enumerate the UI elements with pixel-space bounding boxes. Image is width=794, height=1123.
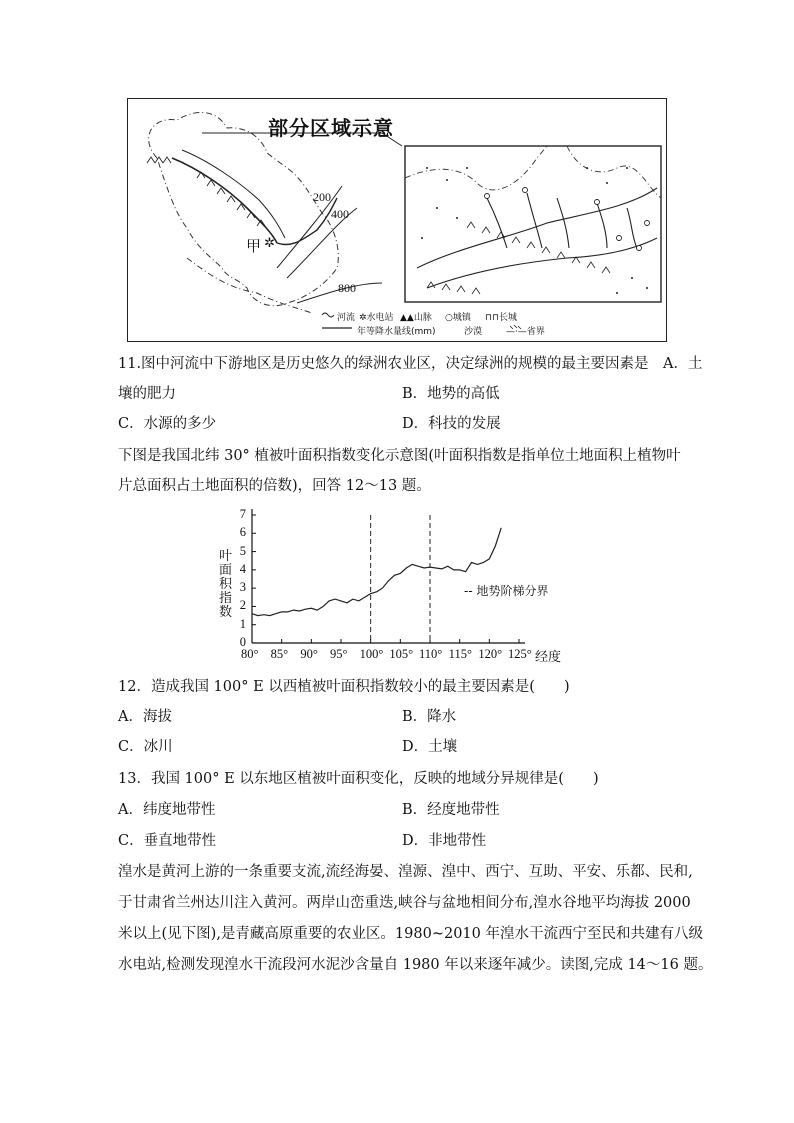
chart-y-tick-label: 4 xyxy=(239,561,246,576)
chart-x-tick-label: 100° xyxy=(359,647,384,661)
legend-province-label: 省界 xyxy=(526,327,545,337)
legend-hydro-station: ✲水电站 xyxy=(359,313,394,323)
passage-line4: 水电站,检测发现湟水干流段河水泥沙含量自 1980 年以来逐年减少。读图,完成 14～16 题。 xyxy=(118,957,713,973)
q13-option-b: B．经度地带性 xyxy=(402,802,500,818)
chart-y-tick-label: 2 xyxy=(239,598,246,613)
chart-ylabel: 叶面积指数 xyxy=(219,549,233,620)
legend-desert: 沙漠 xyxy=(464,327,483,337)
passage-line2: 于甘肃省兰州达川注入黄河。两岸山峦重迭,峡谷与盆地相间分布,湟水谷地平均海拔 2000 xyxy=(118,895,691,911)
legend-river: 河流 xyxy=(337,313,356,323)
legend-province-line: —·—省界 xyxy=(506,327,545,337)
intro-12-line1: 下图是我国北纬 30° 植被叶面积指数变化示意图(叶面积指数是指单位土地面积上植物叶 xyxy=(118,448,681,464)
chart-y-tick-label: 1 xyxy=(239,616,246,631)
q11-option-a-cont: 壤的肥力 xyxy=(118,386,176,402)
q12-option-c: C．冰川 xyxy=(118,739,173,755)
leaf-area-index-line xyxy=(252,528,501,616)
q11-stem-line1: 11.图中河流中下游地区是历史悠久的绿洲农业区，决定绿洲的规模的最主要因素是 A．土 xyxy=(118,356,703,372)
q13-option-a: A．纬度地带性 xyxy=(118,802,216,818)
legend-town-label: 城镇 xyxy=(452,313,471,323)
passage-line3: 米以上(见下图),是青藏高原重要的农业区。1980~2010 年湟水干流西宁至民和共建有八级 xyxy=(118,926,703,942)
map-title: 部分区域示意 xyxy=(268,116,394,140)
chart-x-tick-label: 110° xyxy=(419,647,443,661)
chart-x-tick-label: 90° xyxy=(300,647,318,661)
chart-x-tick-label: 85° xyxy=(270,647,289,661)
chart-y-tick-label: 3 xyxy=(239,580,246,595)
chart-y-tick-label: 0 xyxy=(239,635,246,649)
chart-x-tick-label: 95° xyxy=(330,647,348,661)
legend-wall-label: 长城 xyxy=(499,313,518,323)
chart-x-tick-label: 120° xyxy=(478,647,503,661)
chart-x-tick-label: 115° xyxy=(448,647,472,661)
chart-x-tick-label: 105° xyxy=(389,647,414,661)
chart-y-tick-label: 6 xyxy=(239,525,246,540)
q12-option-d: D．土壤 xyxy=(402,739,458,755)
chart-legend-text: 地势阶梯分界 xyxy=(476,584,549,598)
q13-option-c: C．垂直地带性 xyxy=(118,833,217,849)
contour-label-800: 800 xyxy=(338,281,356,295)
chart-xlabel: 经度 xyxy=(535,650,562,665)
intro-12-line2: 片总面积占土地面积的倍数)，回答 12～13 题。 xyxy=(118,478,431,494)
legend-isohyet: 年等降水量线(mm) xyxy=(357,327,436,337)
q13-stem: 13．我国 100° E 以东地区植被叶面积变化，反映的地域分异规律是( ) xyxy=(118,771,599,787)
region-map-drawing xyxy=(127,98,667,342)
legend-town: ○城镇 xyxy=(445,313,471,323)
q13-option-d: D．非地带性 xyxy=(402,833,487,849)
chart-x-tick-label: 80° xyxy=(241,647,259,661)
chart-legend-label: -- 地势阶梯分界 xyxy=(464,584,549,598)
q11-option-c: C．水源的多少 xyxy=(118,416,217,432)
q11-option-b: B．地势的高低 xyxy=(402,386,500,402)
q11-option-d: D．科技的发展 xyxy=(402,416,501,432)
q12-option-a: A．海拔 xyxy=(118,709,172,725)
legend-great-wall: ⊓⊓长城 xyxy=(485,313,518,323)
q12-option-b: B．降水 xyxy=(402,709,457,725)
contour-label-200: 200 xyxy=(313,190,331,204)
legend-hydro-label: 水电站 xyxy=(366,313,394,323)
chart-y-tick-label: 7 xyxy=(239,507,246,521)
chart-y-tick-label: 5 xyxy=(239,543,246,558)
legend-mountain: ▲▲山脉 xyxy=(400,313,432,323)
contour-label-400: 400 xyxy=(331,207,349,221)
hydro-station-icon: ✲ xyxy=(264,236,275,251)
chart-x-tick-label: 125° xyxy=(508,647,532,661)
location-label-jia: 甲 xyxy=(246,237,262,255)
q12-stem: 12．造成我国 100° E 以西植被叶面积指数较小的最主要因素是( ) xyxy=(118,679,570,695)
legend-mountain-label: 山脉 xyxy=(413,313,432,323)
passage-line1: 湟水是黄河上游的一条重要支流,流经海晏、湟源、湟中、西宁、互助、平安、乐都、民和, xyxy=(118,864,693,880)
